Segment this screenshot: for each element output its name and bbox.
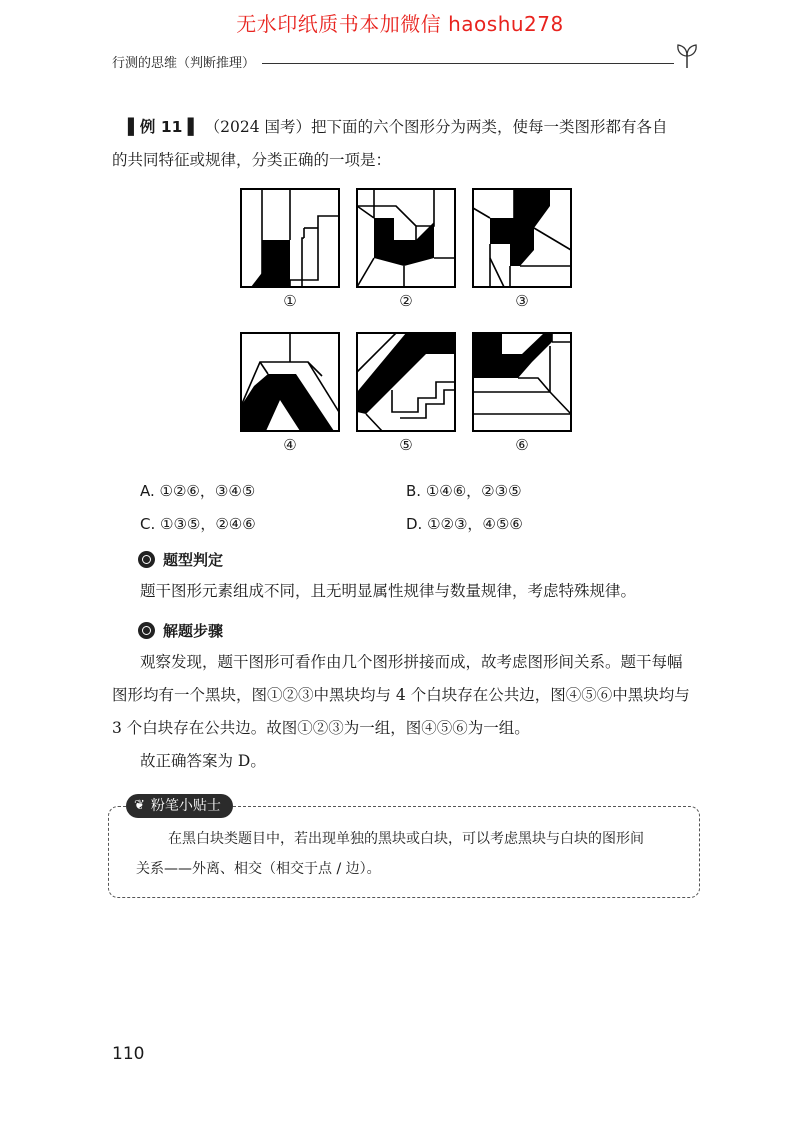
figure-2-icon [356,188,456,288]
tip-tag [126,794,233,818]
figure-3-label: ③ [515,292,529,310]
option-b[interactable]: B. ①④⑥，②③⑤ [406,482,522,500]
figure-6-icon [472,332,572,432]
figure-1-icon [240,188,340,288]
figure-4-label: ④ [283,436,297,454]
sprout-icon: ❦ [134,798,145,813]
watermark-text: 无水印纸质书本加微信 haoshu278 [236,12,564,36]
sprout-icon [672,40,702,70]
solution-line-3: 3 个白块存在公共边。故图①②③为一组，图④⑤⑥为一组。 [112,719,530,737]
running-head: 行测的思维（判断推理） [112,56,256,71]
section-question-type [138,549,223,570]
tip-line-1: 在黑白块类题目中，若出现单独的黑块或白块，可以考虑黑块与白块的图形间 [168,831,644,847]
question-text-1: （2024 国考）把下面的六个图形分为两类，使每一类图形都有各自 [204,118,668,136]
figure-4-icon [240,332,340,432]
section-solution-body [112,646,700,778]
section-question-type-body [112,575,700,608]
figure-grid [236,188,581,460]
figure-5-icon [356,332,456,432]
section-solution-title: 解题步骤 [163,622,224,640]
question-line-1 [128,116,668,138]
tip-tag-label: 粉笔小贴士 [150,798,221,814]
figure-2-label: ② [399,292,413,310]
tip-line-2: 关系——外离、相交（相交于点 / 边）。 [136,861,381,877]
figure-6-label: ⑥ [515,436,529,454]
header-rule [262,63,674,64]
figure-3-icon [472,188,572,288]
option-d[interactable]: D. ①②③，④⑤⑥ [406,515,523,533]
figure-5-label: ⑤ [399,436,413,454]
question-line-2: 的共同特征或规律，分类正确的一项是： [112,151,392,169]
solution-line-1: 观察发现，题干图形可看作由几个图形拼接而成，故考虑图形间关系。题干每幅 [140,653,683,671]
bulb-icon [138,551,155,568]
section-question-type-title: 题型判定 [163,551,224,569]
option-a[interactable]: A. ①②⑥，③④⑤ [140,482,256,500]
section-solution [138,620,223,641]
page-number: 110 [112,1044,145,1064]
answer-line: 故正确答案为 D。 [140,752,266,770]
example-label: ▌例 11 ▌ [128,118,200,136]
tip-body [120,824,690,884]
steps-icon [138,622,155,639]
option-c[interactable]: C. ①③⑤，②④⑥ [140,515,256,533]
figure-1-label: ① [283,292,297,310]
solution-line-2: 图形均有一个黑块，图①②③中黑块均与 4 个白块存在公共边，图④⑤⑥中黑块均与 [112,686,690,704]
section-question-type-text: 题干图形元素组成不同，且无明显属性规律与数量规律，考虑特殊规律。 [140,582,637,600]
